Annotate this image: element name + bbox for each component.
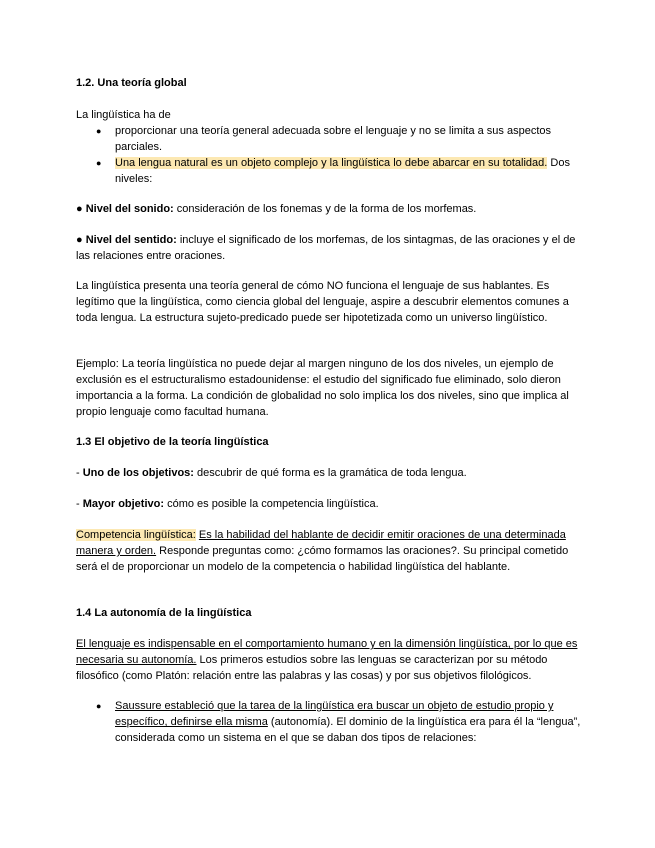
competencia-paragraph [76,527,586,575]
bullet-list-1-2 [76,123,586,187]
underlined-text: El lenguaje es indispensable en el comportamiento humano y en la dimensión lingüística, por lo que es necesaria su autonomía. [76,638,578,666]
competencia-label: Competencia lingüística: [76,529,196,541]
underlined-text: Saussure estableció que la tarea de la lingüística era buscar un objeto de estudio propio y específico, definirse ella misma [115,700,554,728]
nivel-sonido [76,201,586,217]
objetivo-line [76,465,586,481]
competencia-text: Responde preguntas como: ¿cómo formamos las oraciones?. Su principal cometido será el de proporcionar un modelo de la competencia o habilidad lingüística del hablante. [76,545,569,573]
heading-1-3: 1.3 El objetivo de la teoría lingüística [76,436,269,448]
nivel-sonido-text: consideración de los fonemas y de la forma de los morfemas. [173,203,477,215]
list-item [76,698,586,746]
mayor-objetivo-text: cómo es posible la competencia lingüística. [164,498,379,510]
nivel-sentido-text: incluye el significado de los morfemas, de los sintagmas, de las oraciones y el de las relaciones entre oraciones. [76,234,576,262]
list-item [76,155,586,187]
nivel-sentido [76,232,586,264]
nivel-sonido-label: ● Nivel del sonido: [76,203,174,215]
nivel-sentido-label: ● Nivel del sentido: [76,234,177,246]
paragraph: Ejemplo: La teoría lingüística no puede dejar al margen ninguno de los dos niveles, un ejemplo de exclusión es el estructuralismo estadounidense: el estudio del significado fue eliminado, solo dieron importancia a la forma. La condición de globalidad no solo implica los dos niveles, sino que implica al propio lenguaje como facultad humana. [76,358,569,418]
intro-text: La lingüística ha de [76,109,171,121]
paragraph: La lingüística presenta una teoría general de cómo NO funciona el lenguaje de sus hablantes. Es legítimo que la lingüística, como ciencia global del lenguaje, aspire a descubrir elementos comunes a toda lengua. La estructura sujeto-predicado puede ser hipotetizada como un universo lingüístico. [76,280,569,324]
bullet-list-1-4 [76,698,586,746]
autonomia-text: Los primeros estudios sobre las lenguas se caracterizan por su método filosófico (como Platón: relación entre las palabras y las cosas) y por sus objetivos filológicos. [76,654,548,682]
bullet-text: (autonomía). El dominio de la lingüística era para él la “lengua”, considerada como un sistema en el que se daban dos tipos de relaciones: [115,716,581,744]
highlighted-text: Una lengua natural es un objeto complejo y la lingüística lo debe abarcar en su totalidad. [115,157,548,169]
mayor-objetivo-label: Mayor objetivo: [82,498,165,510]
underlined-text: Es la habilidad del hablante de decidir emitir oraciones de una determinada manera y orden. [76,529,566,557]
heading-1-4: 1.4 La autonomía de la lingüística [76,607,252,619]
autonomia-paragraph [76,636,586,684]
bullet-text: proporcionar una teoría general adecuada sobre el lenguaje y no se limita a sus aspectos parciales. [115,125,551,153]
objetivo-label: Uno de los objetivos: [82,467,194,479]
heading-1-2: 1.2. Una teoría global [76,77,187,89]
objetivo-text: descubrir de qué forma es la gramática de toda lengua. [193,467,467,479]
dash: - [76,498,83,510]
list-item [76,123,586,155]
mayor-objetivo-line [76,496,586,512]
bullet-text: Dos niveles: [115,157,570,185]
dash: - [76,467,83,479]
